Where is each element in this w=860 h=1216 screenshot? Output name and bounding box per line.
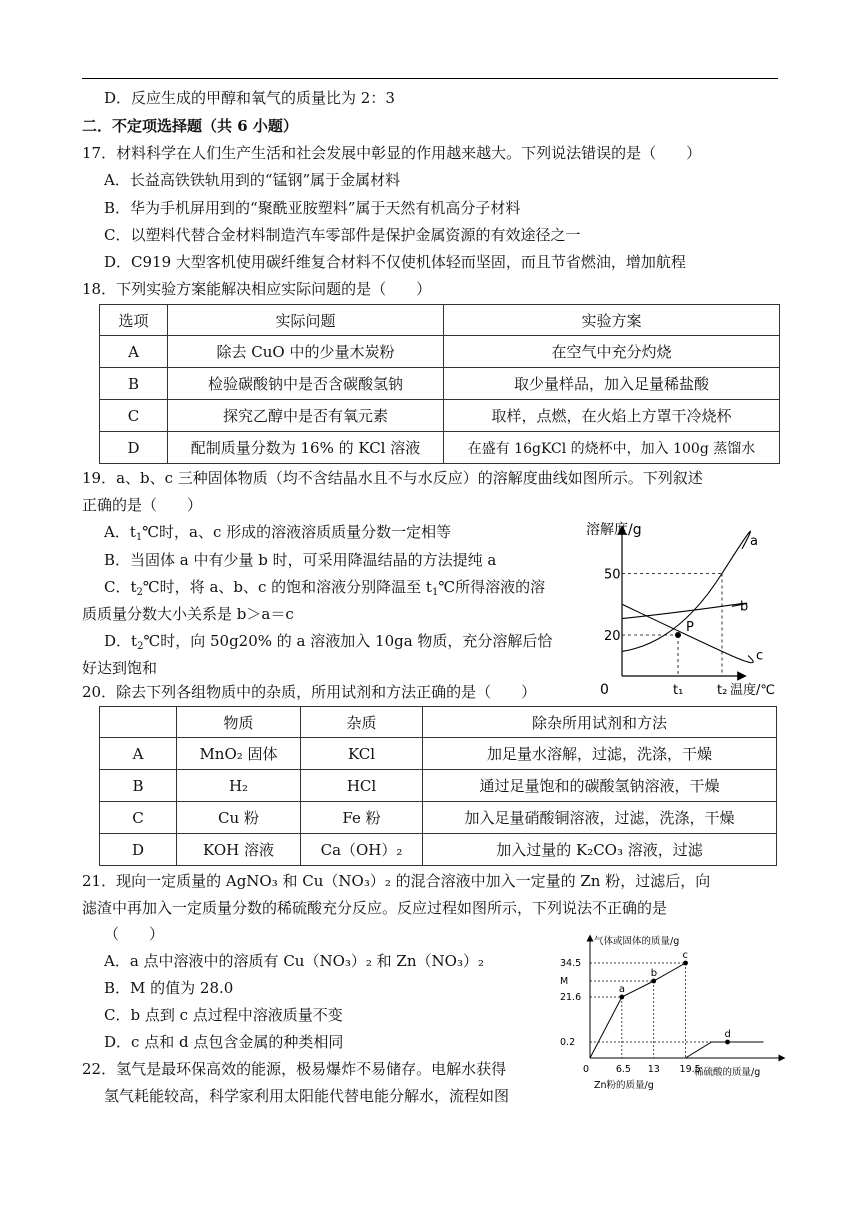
guide-lines xyxy=(622,574,722,677)
table-header-cell: 选项 xyxy=(100,305,168,336)
curves xyxy=(622,531,763,663)
q21-stem-paren: （ ） xyxy=(104,925,165,943)
x-tick-label: 19.5 xyxy=(679,1064,701,1075)
table-header-cell: 实验方案 xyxy=(444,305,780,336)
q16-option-d: D．反应生成的甲醇和氧气的质量比为 2：3 xyxy=(104,89,395,107)
table-row xyxy=(100,834,777,866)
q19-option-c-cont: 质质量分数大小关系是 b＞a＝c xyxy=(82,605,294,623)
q17-option-c: C．以塑料代替合金材料制造汽车零部件是保护金属资源的有效途径之一 xyxy=(104,226,581,244)
table-cell: C xyxy=(100,400,168,432)
table-row xyxy=(100,336,780,368)
table-cell: 加足量水溶解，过滤，洗涤，干燥 xyxy=(423,738,777,770)
curve-label-a: a xyxy=(750,533,758,549)
table-cell: KCl xyxy=(301,738,423,770)
curve-label-c: c xyxy=(756,648,764,664)
table-cell: MnO₂ 固体 xyxy=(177,738,301,770)
q19-option-a: A．$t_1℃$时，a、c 形成的溶液溶质质量分数一定相等 xyxy=(104,523,452,543)
table-header-cell: 除杂所用试剂和方法 xyxy=(423,707,777,738)
table-cell: 除去 CuO 中的少量木炭粉 xyxy=(168,336,444,368)
table-header-cell xyxy=(100,707,177,738)
table-cell: C xyxy=(100,802,177,834)
table-row xyxy=(100,432,780,464)
origin-label: 0 xyxy=(583,1064,590,1075)
y-axis-label: 溶解度/g xyxy=(586,522,642,538)
y-tick-label: M xyxy=(560,976,569,987)
table-cell: B xyxy=(100,368,168,400)
point-c xyxy=(683,961,688,966)
curve-b xyxy=(622,603,747,618)
table-cell: HCl xyxy=(301,770,423,802)
table-cell: 在空气中充分灼烧 xyxy=(444,336,780,368)
point-label-b: b xyxy=(650,968,658,979)
x-axis-label-left: Zn粉的质量/g xyxy=(594,1080,654,1090)
q22-stem: 22．氢气是最环保高效的能源，极易爆炸不易储存。电解水获得 xyxy=(82,1060,507,1078)
table-cell: KOH 溶液 xyxy=(177,834,301,866)
curve-label-b: b xyxy=(740,599,749,615)
curves xyxy=(590,963,764,1058)
point-p-label: P xyxy=(686,620,694,635)
table-cell: H₂ xyxy=(177,770,301,802)
zn-line xyxy=(590,963,686,1058)
table-cell: 取样，点燃，在火焰上方罩干冷烧杯 xyxy=(444,400,780,432)
table-header-row xyxy=(100,305,780,336)
q19-option-c: C．$t_2℃$时，将 a、b、c 的饱和溶液分别降温至 $t_1℃$所得溶液的溶 xyxy=(104,578,546,598)
q18-table xyxy=(99,304,780,464)
section-title: 二．不定项选择题（共 6 小题） xyxy=(82,117,298,135)
table-cell: 检验碳酸钠中是否含碳酸氢钠 xyxy=(168,368,444,400)
q22-stem-cont: 氢气耗能较高，科学家利用太阳能代替电能分解水，流程如图 xyxy=(104,1087,510,1105)
q20-table xyxy=(99,706,777,866)
y-tick-label: 21.6 xyxy=(560,992,582,1003)
solubility-chart xyxy=(582,516,790,702)
table-cell: 取少量样品，加入足量稀盐酸 xyxy=(444,368,780,400)
point-a xyxy=(619,995,624,1000)
table-cell: A xyxy=(100,336,168,368)
x-tick-label: t₁ xyxy=(673,683,684,698)
point-label-d: d xyxy=(724,1029,731,1040)
table-cell: D xyxy=(100,432,168,464)
table-cell: Fe 粉 xyxy=(301,802,423,834)
point-d xyxy=(725,1040,730,1045)
table-cell: 加入足量硝酸铜溶液，过滤，洗涤，干燥 xyxy=(423,802,777,834)
acid-line xyxy=(686,1042,764,1058)
origin-label: 0 xyxy=(600,682,609,698)
point-p xyxy=(675,632,681,638)
tick-labels xyxy=(560,958,701,1075)
y-tick-label: 34.5 xyxy=(560,958,582,969)
table-cell: Cu 粉 xyxy=(177,802,301,834)
table-header-cell: 物质 xyxy=(177,707,301,738)
q19-stem: 19．a、b、c 三种固体物质（均不含结晶水且不与水反应）的溶解度曲线如图所示。下列叙述 xyxy=(82,469,703,487)
table-row xyxy=(100,368,780,400)
q17-stem: 17．材料科学在人们生产生活和社会发展中彰显的作用越来越大。下列说法错误的是（ ） xyxy=(82,144,702,162)
q21-option-b: B．M 的值为 28.0 xyxy=(104,979,234,997)
point-label-c: c xyxy=(682,950,689,961)
point-label-a: a xyxy=(618,984,625,995)
q21-stem-cont: 滤渣中再加入一定质量分数的稀硫酸充分反应。反应过程如图所示，下列说法不正确的是 xyxy=(82,899,668,917)
q21-option-a: A．a 点中溶液中的溶质有 Cu（NO₃）₂ 和 Zn（NO₃）₂ xyxy=(104,952,484,970)
table-cell: 探究乙醇中是否有氧元素 xyxy=(168,400,444,432)
x-tick-label: t₂ xyxy=(717,683,728,698)
q17-option-a: A．长益高铁铁轨用到的“锰钢”属于金属材料 xyxy=(104,171,401,189)
q19-option-d-cont: 好达到饱和 xyxy=(82,659,158,677)
table-header-cell: 杂质 xyxy=(301,707,423,738)
y-tick-label: 0.2 xyxy=(560,1037,576,1048)
table-header-cell: 实际问题 xyxy=(168,305,444,336)
table-cell: A xyxy=(100,738,177,770)
q21-option-d: D．c 点和 d 点包含金属的种类相同 xyxy=(104,1033,344,1051)
table-cell: 在盛有 16gKCl 的烧杯中，加入 100g 蒸馏水 xyxy=(444,432,780,464)
q17-option-d: D．C919 大型客机使用碳纤维复合材料不仅使机体轻而坚固，而且节省燃油，增加航程 xyxy=(104,253,686,271)
table-row xyxy=(100,400,780,432)
q20-stem: 20．除去下列各组物质中的杂质，所用试剂和方法正确的是（ ） xyxy=(82,683,537,701)
y-tick-label: 50 xyxy=(604,567,621,583)
q21-option-c: C．b 点到 c 点过程中溶液质量不变 xyxy=(104,1006,343,1024)
table-cell: Ca（OH）₂ xyxy=(301,834,423,866)
table-row xyxy=(100,802,777,834)
x-tick-label: 6.5 xyxy=(615,1064,631,1075)
y-tick-label: 20 xyxy=(604,629,621,644)
mass-chart xyxy=(556,930,790,1090)
table-cell: 配制质量分数为 16% 的 KCl 溶液 xyxy=(168,432,444,464)
x-tick-label: 13 xyxy=(647,1064,660,1075)
table-cell: B xyxy=(100,770,177,802)
q18-stem: 18．下列实验方案能解决相应实际问题的是（ ） xyxy=(82,280,432,298)
table-row xyxy=(100,738,777,770)
table-cell: 加入过量的 K₂CO₃ 溶液，过滤 xyxy=(423,834,777,866)
q21-stem: 21．现向一定质量的 AgNO₃ 和 Cu（NO₃）₂ 的混合溶液中加入一定量的 Zn 粉，过滤后，向 xyxy=(82,872,711,890)
q19-stem-cont: 正确的是（ ） xyxy=(82,496,203,514)
q17-option-b: B．华为手机屏用到的“聚酰亚胺塑料”属于天然有机高分子材料 xyxy=(104,199,521,217)
y-axis-label: 气体或固体的质量/g xyxy=(594,936,680,947)
table-cell: 通过足量饱和的碳酸氢钠溶液，干燥 xyxy=(423,770,777,802)
q19-option-d: D．$t_2℃$时，向 50g20% 的 a 溶液加入 10ga 物质，充分溶解后恰 xyxy=(104,632,553,652)
data-points xyxy=(619,950,731,1044)
q19-option-b: B．当固体 a 中有少量 b 时，可采用降温结晶的方法提纯 a xyxy=(104,551,497,569)
point-b xyxy=(651,979,656,984)
x-axis-label-right: 稀硫酸的质量/g xyxy=(694,1067,761,1078)
table-header-row xyxy=(100,707,777,738)
x-axis-label: 温度/℃ xyxy=(730,683,775,698)
table-row xyxy=(100,770,777,802)
table-cell: D xyxy=(100,834,177,866)
header-rule xyxy=(82,78,778,79)
